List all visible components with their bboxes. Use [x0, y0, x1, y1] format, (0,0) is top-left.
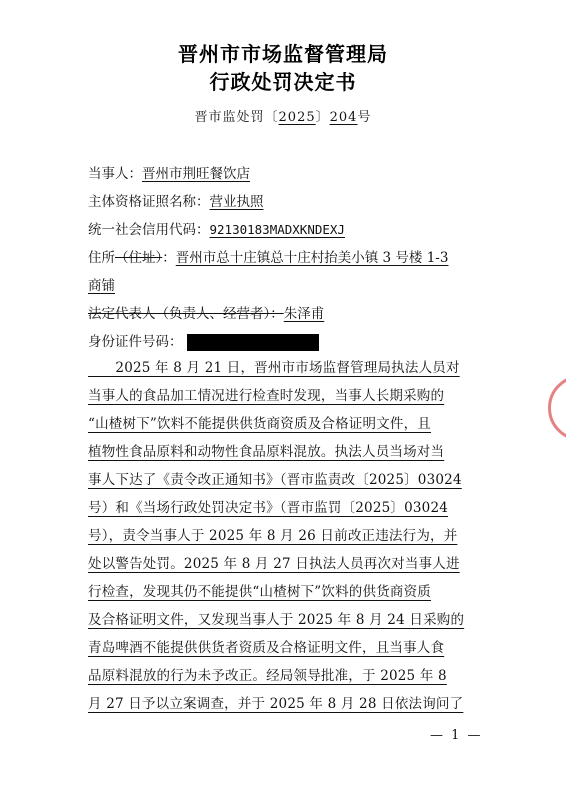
legal-rep-value: 朱泽甫	[283, 306, 325, 322]
docno-prefix: 晋市监处罚〔	[194, 110, 279, 125]
credit-code-row	[88, 218, 345, 238]
party-name-label: 当事人：	[88, 166, 142, 182]
body-line: 号）和《当场行政处罚决定书》（晋市监罚〔2025〕03024	[88, 500, 449, 516]
body-line: 植物性食品原料和动物性食品原料混放。执法人员当场对当	[88, 444, 445, 460]
legal-rep-row	[88, 302, 324, 322]
cert-label: 主体资格证照名称：	[88, 194, 210, 210]
body-line: 号），责令当事人于 2025 年 8 月 26 日前改正违法行为，并	[88, 528, 458, 544]
address-label: 住所	[88, 250, 115, 266]
body-line: 当事人的食品加工情况进行检查时发现，当事人长期采购的	[88, 388, 445, 404]
page-number: — 1 —	[430, 728, 483, 743]
body-line: 处以警告处罚。2025 年 8 月 27 日执法人员再次对当事人进	[88, 556, 460, 572]
body-line: 行检查，发现其仍不能提供“山楂树下”饮料的供货商资质	[88, 584, 432, 600]
legal-rep-label: 法定代表人（负责人、经营者）：	[88, 306, 284, 322]
body-line: 青岛啤酒不能提供供货者资质及合格证明文件，且当事人食	[88, 640, 445, 656]
address-row	[88, 246, 448, 266]
body-line: 2025 年 8 月 21 日，晋州市市场监督管理局执法人员对	[88, 360, 460, 376]
address-value-line2: 商铺	[88, 278, 115, 294]
body-line: 事人下达了《责令改正通知书》（晋市监责改〔2025〕03024	[88, 472, 462, 488]
id-number-row	[88, 330, 319, 351]
party-name-value: 晋州市荆旺餐饮店	[142, 166, 250, 182]
document-number	[0, 106, 566, 125]
cert-row	[88, 190, 264, 210]
body-line: “山楂树下”饮料不能提供供货商资质及合格证明文件，且	[88, 416, 432, 432]
document-title: 行政处罚决定书	[209, 70, 357, 94]
docno-mid: 〕	[315, 110, 330, 125]
docno-year: 2025	[278, 110, 316, 125]
credit-code-value: 92130183MADXKNDEXJ	[209, 222, 345, 237]
body-line: 月 27 日予以立案调查，并于 2025 年 8 月 28 日依法询问了	[88, 696, 464, 712]
address-label-struck: （住址）	[115, 250, 163, 266]
body-line: 品原料混放的行为未予改正。经局领导批准，于 2025 年 8	[88, 668, 447, 684]
body-line: 及合格证明文件，又发现当事人于 2025 年 8 月 24 日采购的	[88, 612, 465, 628]
id-number-redaction	[187, 334, 319, 351]
cert-value: 营业执照	[209, 194, 264, 210]
agency-title: 晋州市市场监督管理局	[178, 42, 388, 66]
party-name-row	[88, 162, 250, 182]
id-number-label: 身份证件号码：	[88, 334, 183, 350]
docno-num: 204	[329, 110, 358, 125]
official-seal-edge	[548, 375, 566, 441]
address-row-2	[88, 274, 115, 294]
credit-code-label: 统一社会信用代码：	[88, 222, 210, 238]
address-value-line1: 晋州市总十庄镇总十庄村抬美小镇 3 号楼 1-3	[175, 250, 449, 266]
docno-suffix: 号	[357, 110, 372, 125]
address-colon: ：	[162, 250, 176, 266]
